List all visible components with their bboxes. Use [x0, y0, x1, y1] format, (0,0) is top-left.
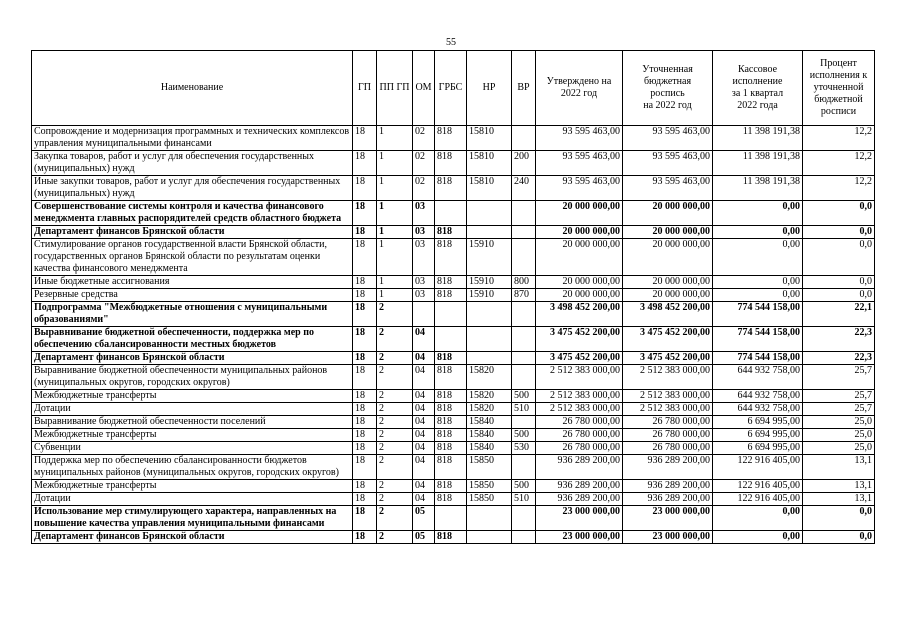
- cell-ppgp: 2: [377, 455, 413, 480]
- cell-percent: 25,7: [803, 390, 875, 403]
- cell-nr: 15850: [467, 455, 512, 480]
- cell-name: Дотации: [32, 493, 353, 506]
- cell-nr: 15820: [467, 365, 512, 390]
- cell-grbs: 818: [435, 429, 467, 442]
- cell-percent: 0,0: [803, 276, 875, 289]
- cell-refined: 93 595 463,00: [623, 176, 713, 201]
- cell-cash: 0,00: [713, 239, 803, 276]
- cell-nr: [467, 506, 512, 531]
- cell-percent: 0,0: [803, 239, 875, 276]
- cell-gp: 18: [353, 276, 377, 289]
- cell-percent: 25,0: [803, 416, 875, 429]
- cell-vr: 500: [512, 390, 536, 403]
- cell-percent: 0,0: [803, 226, 875, 239]
- cell-nr: [467, 352, 512, 365]
- cell-name: Дотации: [32, 403, 353, 416]
- cell-nr: [467, 327, 512, 352]
- cell-nr: 15810: [467, 126, 512, 151]
- header-refined-line-1: Уточненная: [642, 64, 693, 75]
- cell-approved: 3 475 452 200,00: [536, 352, 623, 365]
- cell-grbs: [435, 327, 467, 352]
- cell-cash: 644 932 758,00: [713, 390, 803, 403]
- cell-name: Поддержка мер по обеспечению сбалансированности бюджетов муниципальных районов (муниципальных округов, городских округов): [32, 455, 353, 480]
- cell-percent: 25,0: [803, 442, 875, 455]
- table-row: [32, 429, 875, 442]
- cell-refined: 93 595 463,00: [623, 151, 713, 176]
- cell-gp: 18: [353, 352, 377, 365]
- cell-om: 04: [413, 365, 435, 390]
- cell-ppgp: 2: [377, 480, 413, 493]
- cell-vr: 530: [512, 442, 536, 455]
- cell-om: 04: [413, 480, 435, 493]
- table-row: [32, 480, 875, 493]
- header-percent-line-4: бюджетной: [814, 94, 863, 105]
- cell-refined: 936 289 200,00: [623, 480, 713, 493]
- cell-vr: 800: [512, 276, 536, 289]
- table-row: [32, 390, 875, 403]
- cell-gp: 18: [353, 289, 377, 302]
- cell-refined: 2 512 383 000,00: [623, 403, 713, 416]
- cell-approved: 26 780 000,00: [536, 442, 623, 455]
- cell-refined: 2 512 383 000,00: [623, 390, 713, 403]
- cell-nr: 15810: [467, 176, 512, 201]
- cell-om: 04: [413, 455, 435, 480]
- table-row: [32, 531, 875, 544]
- cell-om: 03: [413, 239, 435, 276]
- cell-cash: 11 398 191,38: [713, 176, 803, 201]
- cell-cash: 6 694 995,00: [713, 416, 803, 429]
- cell-ppgp: 2: [377, 506, 413, 531]
- cell-percent: 22,3: [803, 327, 875, 352]
- cell-nr: [467, 201, 512, 226]
- cell-refined: 3 498 452 200,00: [623, 302, 713, 327]
- cell-ppgp: 2: [377, 327, 413, 352]
- cell-grbs: 818: [435, 151, 467, 176]
- table-row: [32, 365, 875, 390]
- cell-approved: 2 512 383 000,00: [536, 365, 623, 390]
- cell-ppgp: 2: [377, 416, 413, 429]
- cell-cash: 0,00: [713, 226, 803, 239]
- table-row: [32, 226, 875, 239]
- cell-gp: 18: [353, 455, 377, 480]
- cell-nr: 15820: [467, 390, 512, 403]
- cell-cash: 11 398 191,38: [713, 151, 803, 176]
- cell-cash: 0,00: [713, 531, 803, 544]
- cell-refined: 23 000 000,00: [623, 506, 713, 531]
- cell-approved: 23 000 000,00: [536, 506, 623, 531]
- cell-gp: 18: [353, 226, 377, 239]
- header-percent-line-2: исполнения к: [809, 70, 868, 81]
- cell-refined: 26 780 000,00: [623, 442, 713, 455]
- cell-name: Выравнивание бюджетной обеспеченности поселений: [32, 416, 353, 429]
- cell-approved: 936 289 200,00: [536, 493, 623, 506]
- cell-cash: 122 916 405,00: [713, 480, 803, 493]
- cell-approved: 936 289 200,00: [536, 455, 623, 480]
- table-row: [32, 416, 875, 429]
- cell-nr: [467, 531, 512, 544]
- header-nr: НР: [467, 51, 512, 126]
- cell-vr: [512, 455, 536, 480]
- cell-ppgp: 1: [377, 226, 413, 239]
- page-number: 55: [446, 37, 456, 48]
- table-row: [32, 201, 875, 226]
- cell-ppgp: 2: [377, 302, 413, 327]
- cell-grbs: 818: [435, 493, 467, 506]
- cell-ppgp: 1: [377, 276, 413, 289]
- cell-om: 04: [413, 352, 435, 365]
- cell-percent: 12,2: [803, 126, 875, 151]
- cell-ppgp: 1: [377, 239, 413, 276]
- cell-vr: [512, 506, 536, 531]
- cell-cash: 6 694 995,00: [713, 442, 803, 455]
- cell-gp: 18: [353, 201, 377, 226]
- cell-percent: 25,7: [803, 365, 875, 390]
- cell-vr: 500: [512, 480, 536, 493]
- cell-vr: 510: [512, 493, 536, 506]
- cell-name: Департамент финансов Брянской области: [32, 226, 353, 239]
- table-body: [32, 126, 875, 544]
- cell-approved: 20 000 000,00: [536, 289, 623, 302]
- cell-grbs: 818: [435, 403, 467, 416]
- cell-ppgp: 2: [377, 531, 413, 544]
- header-grbs: ГРБС: [435, 51, 467, 126]
- cell-refined: 20 000 000,00: [623, 239, 713, 276]
- header-percent: [803, 51, 875, 126]
- cell-om: 03: [413, 201, 435, 226]
- cell-approved: 93 595 463,00: [536, 176, 623, 201]
- cell-vr: [512, 365, 536, 390]
- cell-vr: 500: [512, 429, 536, 442]
- cell-gp: 18: [353, 442, 377, 455]
- cell-name: Выравнивание бюджетной обеспеченности муниципальных районов (муниципальных округов, городских округов): [32, 365, 353, 390]
- cell-name: Совершенствование системы контроля и качества финансового менеджмента главных распорядителей средств областного бюджета: [32, 201, 353, 226]
- cell-nr: 15910: [467, 239, 512, 276]
- cell-om: [413, 302, 435, 327]
- cell-cash: 0,00: [713, 289, 803, 302]
- header-approved-line-2: 2022 год: [560, 88, 598, 99]
- cell-om: 03: [413, 276, 435, 289]
- cell-percent: 25,0: [803, 429, 875, 442]
- cell-om: 05: [413, 531, 435, 544]
- cell-gp: 18: [353, 176, 377, 201]
- cell-vr: [512, 201, 536, 226]
- cell-refined: 26 780 000,00: [623, 416, 713, 429]
- cell-ppgp: 1: [377, 201, 413, 226]
- cell-refined: 3 475 452 200,00: [623, 327, 713, 352]
- cell-vr: [512, 302, 536, 327]
- cell-cash: 6 694 995,00: [713, 429, 803, 442]
- cell-grbs: 818: [435, 276, 467, 289]
- cell-cash: 774 544 158,00: [713, 327, 803, 352]
- cell-ppgp: 2: [377, 390, 413, 403]
- table-row: [32, 302, 875, 327]
- cell-grbs: 818: [435, 416, 467, 429]
- budget-table: [31, 50, 875, 544]
- cell-refined: 20 000 000,00: [623, 226, 713, 239]
- cell-percent: 13,1: [803, 455, 875, 480]
- cell-cash: 644 932 758,00: [713, 403, 803, 416]
- cell-nr: 15820: [467, 403, 512, 416]
- cell-nr: 15840: [467, 442, 512, 455]
- cell-om: 03: [413, 226, 435, 239]
- cell-grbs: 818: [435, 442, 467, 455]
- cell-nr: [467, 226, 512, 239]
- cell-vr: [512, 239, 536, 276]
- cell-vr: 240: [512, 176, 536, 201]
- cell-approved: 93 595 463,00: [536, 151, 623, 176]
- table-row: [32, 455, 875, 480]
- cell-gp: 18: [353, 403, 377, 416]
- cell-approved: 20 000 000,00: [536, 239, 623, 276]
- cell-gp: 18: [353, 493, 377, 506]
- cell-gp: 18: [353, 239, 377, 276]
- header-approved-line-1: Утверждено на: [546, 76, 612, 87]
- cell-refined: 936 289 200,00: [623, 455, 713, 480]
- cell-gp: 18: [353, 429, 377, 442]
- header-name: Наименование: [32, 51, 353, 126]
- cell-cash: 0,00: [713, 201, 803, 226]
- cell-cash: 774 544 158,00: [713, 302, 803, 327]
- cell-approved: 93 595 463,00: [536, 126, 623, 151]
- cell-cash: 0,00: [713, 276, 803, 289]
- cell-grbs: 818: [435, 352, 467, 365]
- cell-cash: 644 932 758,00: [713, 365, 803, 390]
- cell-gp: 18: [353, 390, 377, 403]
- cell-grbs: 818: [435, 239, 467, 276]
- cell-grbs: 818: [435, 390, 467, 403]
- cell-refined: 20 000 000,00: [623, 201, 713, 226]
- header-percent-line-5: росписи: [820, 106, 857, 117]
- cell-percent: 12,2: [803, 151, 875, 176]
- cell-name: Иные закупки товаров, работ и услуг для обеспечения государственных (муниципальных) нужд: [32, 176, 353, 201]
- cell-grbs: 818: [435, 480, 467, 493]
- cell-percent: 0,0: [803, 506, 875, 531]
- cell-grbs: [435, 506, 467, 531]
- table-row: [32, 126, 875, 151]
- cell-cash: 774 544 158,00: [713, 352, 803, 365]
- cell-percent: 25,7: [803, 403, 875, 416]
- cell-om: 04: [413, 416, 435, 429]
- cell-name: Выравнивание бюджетной обеспеченности, поддержка мер по обеспечению сбалансированности местных бюджетов: [32, 327, 353, 352]
- cell-percent: 13,1: [803, 493, 875, 506]
- cell-gp: 18: [353, 506, 377, 531]
- cell-ppgp: 2: [377, 429, 413, 442]
- cell-grbs: 818: [435, 126, 467, 151]
- header-vr: ВР: [512, 51, 536, 126]
- cell-cash: 11 398 191,38: [713, 126, 803, 151]
- cell-name: Подпрограмма "Межбюджетные отношения с муниципальными образованиями": [32, 302, 353, 327]
- cell-ppgp: 2: [377, 442, 413, 455]
- cell-nr: 15810: [467, 151, 512, 176]
- header-cash-line-4: 2022 года: [737, 100, 778, 111]
- cell-grbs: 818: [435, 289, 467, 302]
- header-cash-line-3: за 1 квартал: [731, 88, 784, 99]
- cell-name: Межбюджетные трансферты: [32, 480, 353, 493]
- cell-percent: 22,1: [803, 302, 875, 327]
- cell-gp: 18: [353, 302, 377, 327]
- header-refined-line-3: роспись: [650, 88, 685, 99]
- cell-grbs: 818: [435, 226, 467, 239]
- cell-percent: 0,0: [803, 289, 875, 302]
- header-refined-line-4: на 2022 год: [643, 100, 692, 111]
- cell-grbs: [435, 201, 467, 226]
- cell-om: 04: [413, 390, 435, 403]
- header-cash: [713, 51, 803, 126]
- cell-refined: 93 595 463,00: [623, 126, 713, 151]
- cell-refined: 2 512 383 000,00: [623, 365, 713, 390]
- cell-om: 02: [413, 151, 435, 176]
- cell-percent: 0,0: [803, 201, 875, 226]
- cell-approved: 20 000 000,00: [536, 201, 623, 226]
- cell-refined: 26 780 000,00: [623, 429, 713, 442]
- cell-grbs: 818: [435, 176, 467, 201]
- cell-grbs: 818: [435, 365, 467, 390]
- cell-approved: 3 498 452 200,00: [536, 302, 623, 327]
- header-row: [32, 51, 875, 126]
- cell-cash: 122 916 405,00: [713, 493, 803, 506]
- table-row: [32, 239, 875, 276]
- cell-gp: 18: [353, 531, 377, 544]
- cell-vr: 510: [512, 403, 536, 416]
- header-percent-line-1: Процент: [820, 58, 857, 69]
- header-percent-line-3: уточненной: [813, 82, 864, 93]
- cell-om: 04: [413, 327, 435, 352]
- cell-approved: 936 289 200,00: [536, 480, 623, 493]
- cell-approved: 20 000 000,00: [536, 276, 623, 289]
- cell-gp: 18: [353, 416, 377, 429]
- cell-refined: 936 289 200,00: [623, 493, 713, 506]
- cell-gp: 18: [353, 327, 377, 352]
- cell-om: 03: [413, 289, 435, 302]
- table-row: [32, 327, 875, 352]
- cell-nr: 15840: [467, 429, 512, 442]
- cell-refined: 20 000 000,00: [623, 289, 713, 302]
- cell-gp: 18: [353, 126, 377, 151]
- cell-name: Использование мер стимулирующего характера, направленных на повышение качества управления муниципальными финансами: [32, 506, 353, 531]
- cell-nr: 15840: [467, 416, 512, 429]
- cell-vr: [512, 126, 536, 151]
- table-row: [32, 289, 875, 302]
- cell-nr: 15910: [467, 276, 512, 289]
- table-row: [32, 151, 875, 176]
- table-row: [32, 176, 875, 201]
- cell-refined: 20 000 000,00: [623, 276, 713, 289]
- cell-om: 02: [413, 126, 435, 151]
- cell-approved: 2 512 383 000,00: [536, 390, 623, 403]
- cell-cash: 0,00: [713, 506, 803, 531]
- cell-vr: [512, 531, 536, 544]
- table-row: [32, 506, 875, 531]
- cell-om: 05: [413, 506, 435, 531]
- cell-name: Сопровождение и модернизация программных и технических комплексов управления муниципальными финансами: [32, 126, 353, 151]
- cell-approved: 23 000 000,00: [536, 531, 623, 544]
- cell-om: 04: [413, 493, 435, 506]
- cell-name: Субвенции: [32, 442, 353, 455]
- table-row: [32, 442, 875, 455]
- cell-percent: 0,0: [803, 531, 875, 544]
- cell-ppgp: 1: [377, 126, 413, 151]
- cell-ppgp: 2: [377, 352, 413, 365]
- cell-percent: 13,1: [803, 480, 875, 493]
- cell-gp: 18: [353, 365, 377, 390]
- cell-cash: 122 916 405,00: [713, 455, 803, 480]
- cell-vr: [512, 327, 536, 352]
- cell-gp: 18: [353, 151, 377, 176]
- cell-approved: 3 475 452 200,00: [536, 327, 623, 352]
- cell-om: 02: [413, 176, 435, 201]
- header-cash-line-1: Кассовое: [737, 64, 778, 75]
- cell-ppgp: 1: [377, 151, 413, 176]
- cell-name: Иные бюджетные ассигнования: [32, 276, 353, 289]
- table-row: [32, 352, 875, 365]
- cell-vr: [512, 226, 536, 239]
- cell-ppgp: 2: [377, 493, 413, 506]
- header-ppgp: ПП ГП: [377, 51, 413, 126]
- cell-grbs: [435, 302, 467, 327]
- cell-vr: [512, 352, 536, 365]
- cell-name: Департамент финансов Брянской области: [32, 352, 353, 365]
- cell-nr: 15850: [467, 493, 512, 506]
- cell-grbs: 818: [435, 455, 467, 480]
- cell-vr: [512, 416, 536, 429]
- cell-percent: 12,2: [803, 176, 875, 201]
- table-row: [32, 493, 875, 506]
- cell-refined: 3 475 452 200,00: [623, 352, 713, 365]
- cell-nr: 15910: [467, 289, 512, 302]
- header-refined: [623, 51, 713, 126]
- cell-percent: 22,3: [803, 352, 875, 365]
- table-row: [32, 276, 875, 289]
- cell-approved: 26 780 000,00: [536, 429, 623, 442]
- header-approved: [536, 51, 623, 126]
- table-row: [32, 403, 875, 416]
- header-refined-line-2: бюджетная: [643, 76, 692, 87]
- cell-grbs: 818: [435, 531, 467, 544]
- cell-ppgp: 2: [377, 365, 413, 390]
- cell-name: Межбюджетные трансферты: [32, 390, 353, 403]
- cell-name: Департамент финансов Брянской области: [32, 531, 353, 544]
- header-om: ОМ: [413, 51, 435, 126]
- cell-gp: 18: [353, 480, 377, 493]
- cell-nr: [467, 302, 512, 327]
- header-cash-line-2: исполнение: [732, 76, 783, 87]
- cell-ppgp: 2: [377, 403, 413, 416]
- cell-vr: 870: [512, 289, 536, 302]
- cell-name: Межбюджетные трансферты: [32, 429, 353, 442]
- cell-ppgp: 1: [377, 176, 413, 201]
- cell-om: 04: [413, 442, 435, 455]
- cell-om: 04: [413, 403, 435, 416]
- cell-ppgp: 1: [377, 289, 413, 302]
- cell-approved: 20 000 000,00: [536, 226, 623, 239]
- cell-om: 04: [413, 429, 435, 442]
- cell-name: Стимулирование органов государственной власти Брянской области, государственных органов Брянской области по результатам оценки качества финансового менеджмента: [32, 239, 353, 276]
- cell-nr: 15850: [467, 480, 512, 493]
- cell-approved: 2 512 383 000,00: [536, 403, 623, 416]
- cell-name: Резервные средства: [32, 289, 353, 302]
- cell-approved: 26 780 000,00: [536, 416, 623, 429]
- cell-refined: 23 000 000,00: [623, 531, 713, 544]
- cell-vr: 200: [512, 151, 536, 176]
- cell-name: Закупка товаров, работ и услуг для обеспечения государственных (муниципальных) нужд: [32, 151, 353, 176]
- header-gp: ГП: [353, 51, 377, 126]
